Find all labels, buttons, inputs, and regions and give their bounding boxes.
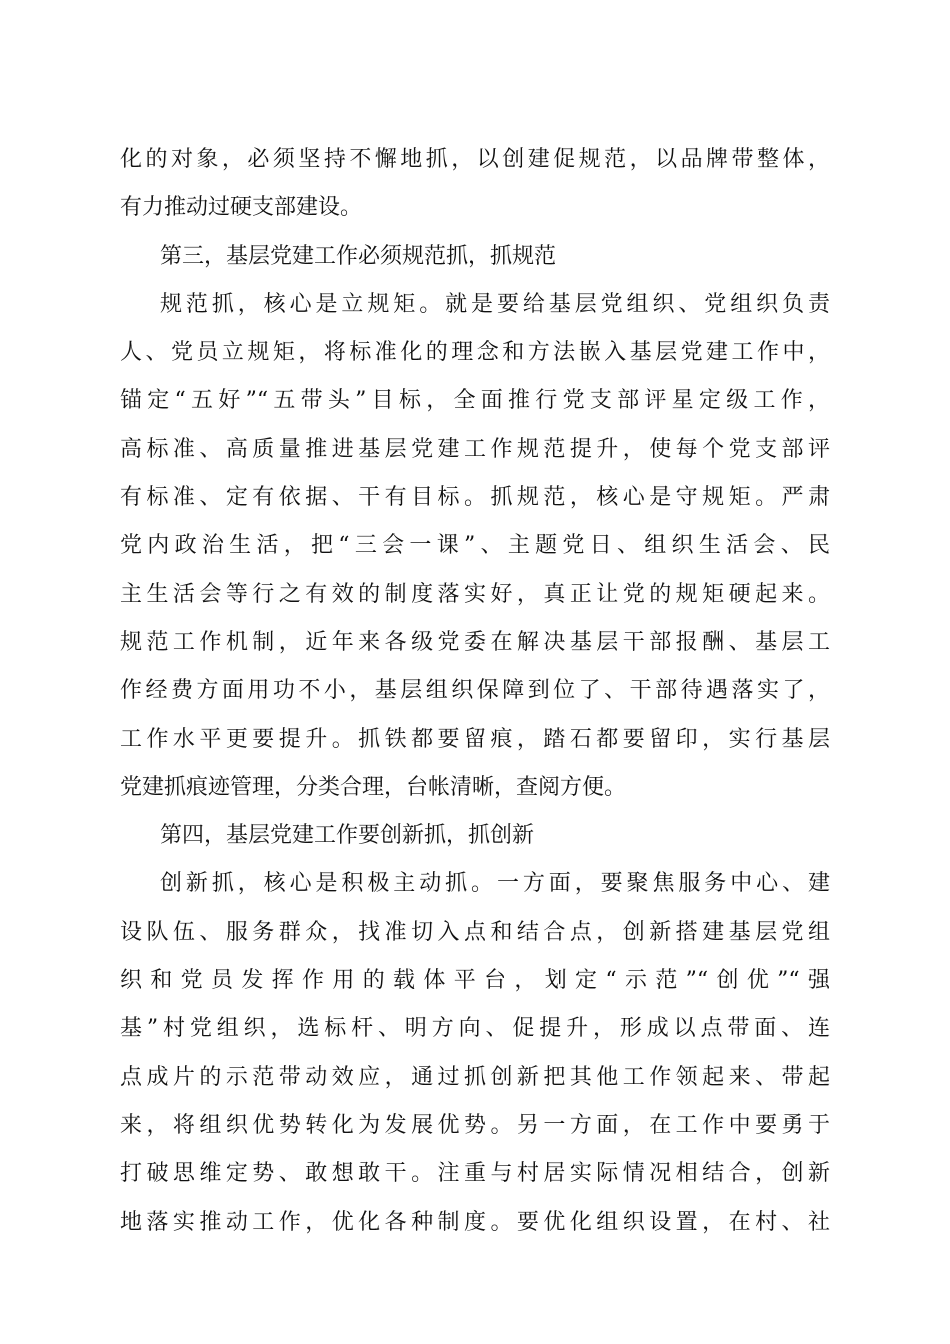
text-line: 基”村党组织，选标杆、明方向、促提升，形成以点带面、连 [120,1016,830,1042]
text-line: 来，将组织优势转化为发展优势。另一方面，在工作中要勇于 [120,1112,830,1138]
document-body [120,136,830,1247]
text-line: 化的对象，必须坚持不懈地抓，以创建促规范，以品牌带整体， [120,147,830,172]
text-line: 有力推动过硬支部建设。 [120,195,363,221]
text-line: 地落实推动工作，优化各种制度。要优化组织设置，在村、社 [120,1209,830,1235]
text-line: 主生活会等行之有效的制度落实好，真正让党的规矩硬起来。 [120,581,830,607]
text-line: 人、党员立规矩，将标准化的理念和方法嵌入基层党建工作中， [120,340,830,366]
text-line: 锚定“五好”“五带头”目标，全面推行党支部评星定级工作， [120,388,830,414]
text-line: 党内政治生活，把“三会一课”、主题党日、组织生活会、民 [120,533,830,559]
text-line: 作经费方面用功不小，基层组织保障到位了、干部待遇落实了， [120,678,830,704]
paragraph-first-line: 创新抓，核心是积极主动抓。一方面，要聚焦服务中心、建 [160,871,830,897]
text-line: 党建抓痕迹管理，分类合理，台帐清晰，查阅方便。 [120,774,627,800]
text-line: 有标准、定有依据、干有目标。抓规范，核心是守规矩。严肃 [120,485,830,511]
text-line: 织和党员发挥作用的载体平台，划定“示范”“创优”“强 [120,968,830,994]
text-line: 工作水平更要提升。抓铁都要留痕，踏石都要留印，实行基层 [120,726,830,752]
paragraph-first-line: 规范抓，核心是立规矩。就是要给基层党组织、党组织负责 [160,291,830,317]
text-line: 打破思维定势、敢想敢干。注重与村居实际情况相结合，创新 [120,1161,830,1187]
text-line: 高标准、高质量推进基层党建工作规范提升，使每个党支部评 [120,436,830,462]
text-line: 点成片的示范带动效应，通过抓创新把其他工作领起来、带起 [120,1064,830,1090]
section-heading: 第四，基层党建工作要创新抓，抓创新 [160,823,535,849]
text-line: 设队伍、服务群众，找准切入点和结合点，创新搭建基层党组 [120,919,830,945]
text-line: 规范工作机制，近年来各级党委在解决基层干部报酬、基层工 [120,629,830,655]
section-heading: 第三，基层党建工作必须规范抓，抓规范 [160,243,557,269]
